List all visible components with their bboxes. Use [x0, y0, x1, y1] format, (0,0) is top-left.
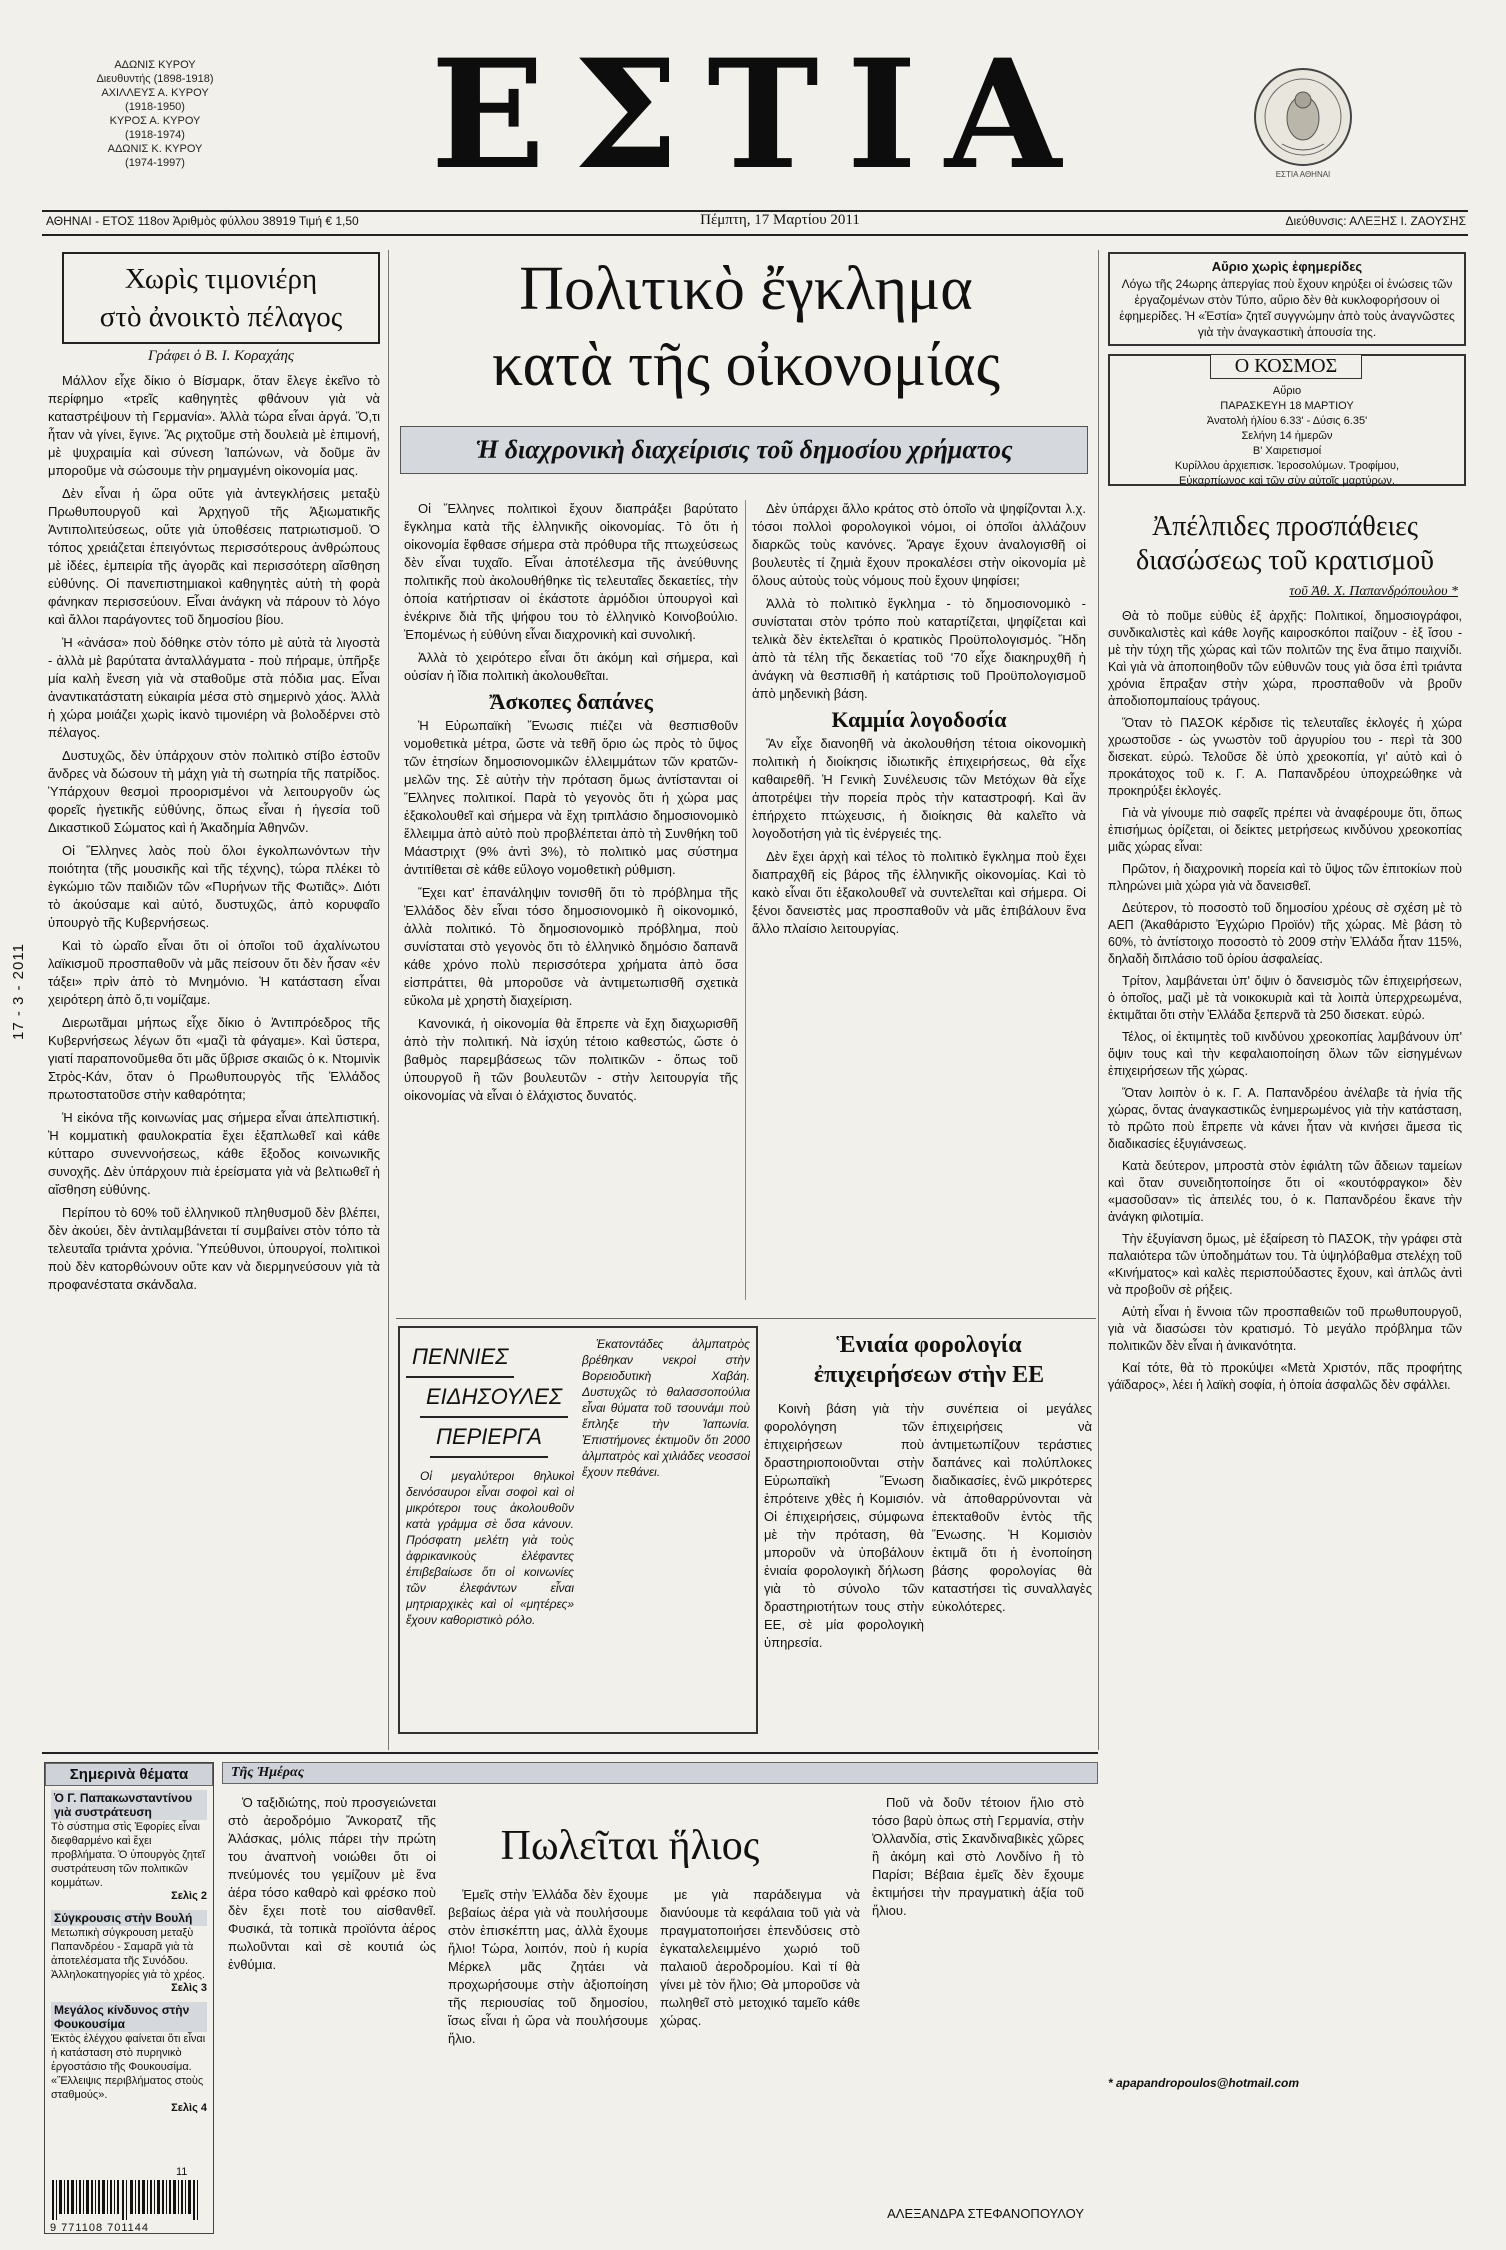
kosmos-line: Εὐκαρπίωνος καὶ τῶν σὺν αὐτοῖς μαρτύρων. [1179, 475, 1395, 487]
main-paragraph: Δὲν ὑπάρχει ἄλλο κράτος στὸ ὁποῖο νὰ ψηφίζονται λ.χ. τόσοι πολλοὶ φορολογικοὶ νόμοι, οἱ ὁποῖοι ἀλλάζουν διαρκῶς τοὺς κανόνες. Ἄραγε ἔχουν ἀναλογισθῆ οἱ βουλευτὲς τί ζημιὰ ἔχουν προκαλέσει στὴν οἰκονομία μὲ ὅλους αὐτοὺς τοὺς νόμους ποὺ ἔχουν ψηφίσει; [752, 501, 1086, 588]
main-subhead-logodosia: Καμμία λογοδοσία [831, 707, 1007, 732]
eu-tax-col1 [764, 1400, 924, 1730]
left-column-divider [388, 250, 389, 1750]
main-paragraph: Δὲν ἔχει ἀρχὴ καὶ τέλος τὸ πολιτικὸ ἔγκλημα ποὺ ἔχει διαπραχθῆ εἰς βάρος τῆς ἑλληνικῆς οἰκονομίας. Καὶ τὸ κακὸ εἶναι ὅτι ἐξακολουθεῖ νὰ συντελεῖται καὶ σήμερα. Οἱ ξένοι δανειστὲς μας προσπαθοῦν νὰ μᾶς ἐπιβάλουν ἕνα ἄλλο πλαίσιο λειτουργίας. [752, 849, 1086, 936]
main-article-col1 [404, 500, 738, 1320]
bottom-article-paragraph: Ὁ ταξιδιώτης, ποὺ προσγειώνεται στὸ ἀεροδρόμιο Ἄνκορατζ τῆς Ἀλάσκας, μόλις πάρει τὴν πρώτη του ἀναπνοὴ νοιώθει ὅτι οἱ πνεύμονές του γεμίζουν μὲ ἕνα ἀέρα τόσο καθαρὸ καὶ φρέσκο ποὺ δὲν ἔχει ποτὲ του αἰσθανθεῖ. Φυσικά, τὰ τοπικὰ προϊόντα ἀέρος πωλοῦνται καὶ σὲ κουτιά ὡς ἐνθύμια. [228, 1795, 436, 1972]
seal-caption: ΕΣΤΙΑ ΑΘΗΝΑΙ [1275, 170, 1331, 179]
barcode [50, 2180, 206, 2220]
main-paragraph: Ἡ Εὐρωπαϊκὴ Ἕνωσις πιέζει νὰ θεσπισθοῦν νομοθετικὰ μέτρα, ὥστε νὰ τεθῆ ὅριο ὡς πρὸς τὸ ὕψος τῶν ἐτησίων δημοσιονομικῶν ἐλλειμμάτων τῶν κρατῶν-μελῶν της. Σὲ αὐτὴν τὴν πρόταση ὅμως ἀντίστανται οἱ Ἕλληνες πολιτικοί. Παρὰ τὸ γεγονὸς ὅτι ἡ χώρα μας ἐξακολουθεῖ καὶ σήμερα νὰ ἔχη τριπλάσιο δημοσιονομικὸ ἔλλειμμα ἀπὸ αὐτὸ ποὺ προβλέπεται ἀπὸ τὴ Συνθήκη τοῦ Μάαστριχτ (9% ἀντὶ 3%), τὸ πολιτικὸ μας σύστημα ἀντιτίθεται σὲ κάθε εὔλογο νομοθετικὴ ρύθμιση. [404, 718, 738, 877]
right-article-paragraph: Κατὰ δεύτερον, μπροστὰ στὸν ἐφιάλτη τῶν ἄδειων ταμείων καὶ ὅταν συνειδητοποίησε ὅτι οἱ «κουτόφραγκοι» δὲν «μασοῦσαν» τὶς ἀπειλές του, ὁ κ. Παπανδρέου ἔκανε τὴν ἀνάγκη φιλοτιμία. [1108, 1159, 1462, 1224]
right-article-paragraph: Αὐτὴ εἶναι ἡ ἔννοια τῶν προσπαθειῶν τοῦ πρωθυπουργοῦ, γιὰ νὰ διασώσει τὸν κρατισμό. Τὸ μεγάλο πρόβλημα τῶν πολιτικῶν δὲν εἶναι ἡ ἀνικανότητα. [1108, 1305, 1462, 1353]
left-article-byline: Γράφει ὁ Β. Ι. Κοραχάης [148, 348, 294, 364]
kosmos-box [1108, 354, 1466, 486]
director: Διεύθυνσις: ΑΛΕΞΗΣ Ι. ΖΑΟΥΣΗΣ [1285, 214, 1466, 228]
right-article-paragraph: Δεύτερον, τὸ ποσοστὸ τοῦ δημοσίου χρέους σὲ σχέση μὲ τὸ ΑΕΠ (Ἀκαθάριστο Ἐγχώριο Προϊόν) τῆς χώρας. Μὲ βάση τὸ 60%, τὸ ἀντίστοιχο ποσοστὸ τὸ 2009 στὴν Ἑλλάδα ἦταν 115%, δηλαδὴ διπλάσιο τοῦ ὁρίου ἀσφαλείας. [1108, 901, 1462, 966]
eu-tax-title-1: Ἑνιαία φορολογία [836, 1332, 1022, 1358]
news-item: Ἑκατοντάδες ἀλμπατρὸς βρέθηκαν νεκροὶ στὴν Βορειοδυτικὴ Χαβάη. Δυστυχῶς τὸ θαλασσοπούλια εἶναι θύματα τοῦ τσουνάμι ποὺ ἔπληξε τὴν Ἰαπωνία. Ἐπιστήμονες ἐκτιμοῦν ὅτι 2000 ἀλμπατρὸς καὶ χιλιάδες νεοσσοὶ ἔχουν πεθάνει. [582, 1337, 750, 1479]
founder-4: ΑΔΩΝΙΣ Κ. ΚΥΡΟΥ (1974-1997) [107, 143, 203, 169]
right-article-paragraph: Ὅταν λοιπὸν ὁ κ. Γ. Α. Παπανδρέου ἀνέλαβε τὰ ἡνία τῆς χώρας, ὅντας ἀναγκαστικῶς ἐνημερωμένος γιὰ τὴν κατάσταση, τὸ πρῶτο ποὺ ἔπρεπε νὰ κάνει ἦταν νὰ κινήσει ἄμεσα τὶς διαδικασίες ἐξυγιάνσεως. [1108, 1086, 1462, 1151]
main-subheadline: Ἡ διαχρονικὴ διαχείρισις τοῦ δημοσίου χρήματος [475, 435, 1013, 464]
main-paragraph: Ἔχει κατ' ἐπανάληψιν τονισθῆ ὅτι τὸ πρόβλημα τῆς Ἑλλάδος δὲν εἶναι τόσο δημοσιονομικὸ ἢ οἰκονομικό, ἀλλὰ πολιτικό. Τὸ δημοσιονομικὸ πρόβλημα, ποὺ συνίσταται στὸ γεγονὸς ὅτι τὸ ἑλληνικὸ δημόσιο δαπανᾶ κάθε χρόνο πολὺ περισσότερα χρήματα ἀπὸ ὅσα εἰσπράττει, θὰ μποροῦσε νὰ ἀντιμετωπισθῆ σχετικὰ εὔκολα μὲ χρηστὴ διαχείριση. [404, 885, 738, 1008]
news-box-text-right [582, 1336, 750, 1724]
right-article-paragraph: Καί τότε, θὰ τὸ προκύψει «Μετὰ Χριστόν, πᾶς προφήτης γάϊδαρος», λέει ἡ λαϊκὴ σοφία, ἡ ὁποία ἀσφαλῶς δὲν σφάλλει. [1108, 1361, 1462, 1392]
main-paragraph: Ἀλλὰ τὸ πολιτικὸ ἔγκλημα - τὸ δημοσιονομικὸ - συνίσταται στὸν τρόπο ποὺ καταρτίζεται, ψηφίζεται καὶ τελικὰ δὲν ἐκτελεῖται ὁ κρατικὸς Προϋπολογισμός. Ἤδη ἀπὸ τὰ τέλη τῆς δεκαετίας τοῦ '70 εἶχε διακηρυχθῆ ἡ ἀνάγκη νὰ θεσπισθῆ ἡ κατάρτισις τοῦ Προϋπολογισμοῦ ἀπὸ μηδενικὴ βάση. [752, 596, 1086, 701]
bottom-article-title: Πωλεῖται ἥλιος [500, 1823, 760, 1869]
eu-tax-paragraph: συνέπεια οἱ μεγάλες ἐπιχειρήσεις νὰ ἀντιμετωπίζουν τεράστιες δαπάνες καὶ πολύπλοκες διαδικασίες, ἐνῶ μικρότερες νὰ ἀποθαρρύνονται νὰ ἐπεκταθοῦν ἐντὸς τῆς Ἕνωσης. Ἡ Κομισιὸν ἐκτιμᾶ ὅτι ἡ ἐνοποίηση βάσης φορολογίας θὰ καταστήσει τὶς συναλλαγὲς εὐκολότερες. [932, 1401, 1092, 1614]
news-box-titles [406, 1338, 563, 1458]
left-article-title-box [62, 252, 380, 344]
main-paragraph: Ἂν εἶχε διανοηθῆ νὰ ἀκολουθήση τέτοια οἰκονομικὴ πολιτικὴ ἡ διοίκησις ἰδιωτικῆς ἐπιχειρήσεως, θὰ εἶχε καθαιρεθῆ. Ἡ Γενικὴ Συνέλευσις τῶν Μετόχων θὰ εἶχε ἀποτρέψει τὴν πορεία πρὸς τὴν καταστροφή. Καὶ ἂν ἐπήρχετο πτώχευσις, ἡ διοίκησις θὰ καλεῖτο νὰ λογοδοτήση γιὰ τὶς ἐνέργειές της. [752, 736, 1086, 841]
kosmos-line: Αὔριο [1272, 385, 1302, 397]
topic-page: Σελὶς 3 [171, 1982, 207, 1994]
main-article-bottom-rule [396, 1318, 1096, 1319]
news-box-text-left [406, 1468, 574, 1724]
founders-list [80, 58, 230, 170]
main-paragraph: Κανονικά, ἡ οἰκονομία θὰ ἔπρεπε νὰ ἔχη διαχωρισθῆ ἀπὸ τὴν πολιτική. Νὰ ἰσχύη τέτοιο καθεστώς, ὥστε ὁ βαθμὸς παρεμβάσεως τῶν πολιτικῶν - ὅπως τοῦ ὑπουργοῦ ἢ τῶν βουλευτῶν - στὴν λειτουργία τῆς οἰκονομίας νὰ εἶναι ὁ ἐλάχιστος δυνατός. [404, 1016, 738, 1103]
news-title-periergа: ΠΕΡΙΕΡΓΑ [430, 1418, 548, 1458]
todays-topics-header: Σημερινὰ θέματα [45, 1763, 213, 1786]
kosmos-line: Σελήνη 14 ἡμερῶν [1241, 430, 1333, 442]
main-paragraph: Οἱ Ἕλληνες πολιτικοὶ ἔχουν διαπράξει βαρύτατο ἔγκλημα κατὰ τῆς ἑλληνικῆς οἰκονομίας. Τὸ ὅτι ἡ οἰκονομία ἔφθασε σήμερα στὰ πρόθυρα τῆς πτωχεύσεως δὲν εἶναι τυχαῖο. Εἶναι ἀποτέλεσμα τῆς ἀνεύθυνης πολιτικῆς ποὺ ἀκολουθήθηκε τὶς τελευταῖες δεκαετίες, τὴν ὁποία κατήρτισαν οἱ ἑκάστοτε ἁρμόδιοι ὑπουργοὶ καὶ ἐνέκρινε διὰ τῆς ψήφου του τὸ ἑλληνικὸ Κοινοβούλιο. Ἑπομένως ἡ εὐθύνη εἶναι διαχρονικὴ καὶ συνολική. [404, 501, 738, 642]
masthead-title: ΕΣΤΙΑ [430, 27, 1090, 203]
masthead-rule-bottom [42, 234, 1468, 236]
eu-tax-col2 [932, 1400, 1092, 1730]
bottom-article-paragraph: Ποῦ νὰ δοῦν τέτοιον ἥλιο στὸ τόσο βαρὺ ὁπως στὴ Γερμανία, στὴν Ὀλλανδία, στὶς Σκανδιναβικὲς χῶρες ἢ ἀκόμη καὶ στὸ Λονδίνο ἢ τὸ Παρίσι; Βέβαια ἐμεῖς δὲν ἔχουμε ἐκτιμήσει τὴν πραγματικὴ ἀξία τοῦ ἥλιου. [872, 1795, 1084, 1918]
main-headline-2: κατὰ τῆς οἰκονομίας [491, 331, 1001, 399]
barcode-top-number: 11 [176, 2166, 188, 2178]
right-article-paragraph: Τὴν ἐξυγίανση ὅμως, μὲ ἐξαίρεση τὸ ΠΑΣΟΚ, τὴν γράφει στὰ παλαιότερα τῶν ὑποδημάτων του. Τὰ ὑψηλόβαθμα στελέχη τοῦ «Κινήματος» καὶ καλὲς περισπούδαστες ἔχουν, καὶ ἀπλῶς ἀντὶ νὰ προβοῦν σὲ ρήξεις. [1108, 1232, 1462, 1297]
right-article-paragraph: Τρίτον, λαμβάνεται ὑπ' ὄψιν ὁ δανεισμὸς τῶν ἐπιχειρήσεων, ὁ ὁποῖος, μαζὶ μὲ τὰ νοικοκυριὰ καὶ τὰ λοιπὰ ὑπερχρεωμένα, ἐκτιμᾶται ὅτι στὴν Ἑλλάδα ξεπερνᾶ τὰ 250 δισεκατ. εὐρώ. [1108, 974, 1462, 1022]
issue-info: ΑΘΗΝΑΙ - ΕΤΟΣ 118ον Ἀριθμὸς φύλλου 38919 Τιμή € 1,50 [46, 214, 359, 228]
right-article-body [1108, 608, 1462, 2064]
kosmos-line: Ἀνατολὴ ἡλίου 6.33' - Δύσις 6.35' [1206, 415, 1368, 427]
left-article-paragraph: Οἱ Ἕλληνες λαὸς ποὺ ὅλοι ἐγκολπωνόντων τὴν ποιότητα (τῆς μουσικῆς καὶ τῆς τέχνης), τώρα πλέκει τὸ ἐγκώμιο τῶν παιδιῶν τῶν «Πυρήνων τῆς Φωτιᾶς». Διότι τὸ ἀκούσαμε καὶ αὐτό, δυστυχῶς, ἀπὸ κορυφαῖο ὑπουργὸ τῆς Κυβερνήσεως. [48, 843, 380, 930]
bottom-article-paragraph: Ἐμεῖς στὴν Ἑλλάδα δὲν ἔχουμε βεβαίως ἀέρα γιὰ νὰ πουλήσουμε στὸν ἐπισκέπτη μας, ἀλλὰ ἔχουμε ἥλιο! Τώρα, λοιπόν, ποὺ ἡ κυρία Μέρκελ μᾶς ζητάει νὰ προχωρήσουμε στὴν ἀξιοποίηση τῆς περιουσίας τοῦ δημοσίου, ἴσως εἶναι ἡ ὥρα νὰ πουλήσουμε ἥλιο. [448, 1887, 648, 2046]
notice-box [1108, 252, 1466, 346]
todays-topics-box [44, 1762, 214, 2234]
bottom-article-paragraph: με γιὰ παράδειγμα νὰ διανύουμε τὰ κεφάλαια τοῦ γιὰ νὰ πραγματοποιήσει ἐπενδύσεις στὸ ἐγκαταλελειμμένο χωριό τοῦ παλαιοῦ ἀεροδρομίου. Καὶ τί θὰ γίνει μὲ τὸν ἥλιο; Θὰ μποροῦσε νὰ πωληθεῖ στὸ μετοχικό ταμεῖο κάθε χώρας. [660, 1887, 860, 2028]
topic-title: Μεγάλος κίνδυνος στὴν Φουκουσίμα [51, 2002, 207, 2032]
left-article-paragraph: Ἡ εἰκόνα τῆς κοινωνίας μας σήμερα εἶναι ἀπελπιστική. Ἡ κομματικὴ φαυλοκρατία ἔχει ἐξαπλωθεῖ καὶ κάθε κύτταρο συνεννοήσεως, κάθε ἔξοδος κοινωνικῆς συνοχῆς. Δὲν ὑπάρχουν πιὰ ἐρείσματα γιὰ νὰ βελτιωθεῖ ἡ αἴσθηση εὐθύνης. [48, 1110, 380, 1197]
right-article-email: * apapandropoulos@hotmail.com [1108, 2076, 1300, 2090]
main-subhead-askopes: Ἄσκοπες δαπάνες [489, 689, 653, 714]
main-headline-1: Πολιτικὸ ἔγκλημα [519, 255, 973, 323]
bottom-article-col1 [228, 1794, 436, 2234]
topic-page: Σελὶς 4 [171, 2102, 207, 2114]
topic-text: Ἐκτὸς ἐλέγχου φαίνεται ὅτι εἶναι ἡ κατάσταση στὸ πυρηνικὸ ἐργοστάσιο τῆς Φουκουσίμα. «Ἔλλειψις περιβλήματος στοὺς σταθμούς». [51, 2033, 206, 2101]
left-article-paragraph: Διερωτᾶμαι μήπως εἶχε δίκιο ὁ Ἀντιπρόεδρος τῆς Κυβερνήσεως λέγων ὅτι «μαζὶ τὰ φάγαμε». Καὶ ὕστερα, γιατί παραπονοῦμεθα ὅτι μᾶς ὕβρισε σκαιῶς ὁ κ. Ντομινὶκ Στρὸς-Κάν, ὅταν ὁ Πρωθυπουργὸς τῆς Ἑλλάδος πρωτοστατοῦσε στὴν καθαρότητα; [48, 1015, 380, 1102]
issue-date: Πέμπτη, 17 Μαρτίου 2011 [700, 212, 860, 228]
main-column-divider [745, 500, 746, 1300]
bottom-article-author: ΑΛΕΞΑΝΔΡΑ ΣΤΕΦΑΝΟΠΟΥΛΟΥ [887, 2206, 1084, 2221]
bottom-section-rule [42, 1752, 1098, 1754]
bottom-article-col4 [872, 1794, 1084, 2194]
left-article-title-2: στὸ ἀνοικτὸ πέλαγος [99, 301, 343, 333]
topic-item[interactable] [45, 1906, 213, 1998]
kosmos-line: Β' Χαιρετισμοί [1252, 445, 1322, 457]
kosmos-line: ΠΑΡΑΣΚΕΥΗ 18 ΜΑΡΤΙΟΥ [1220, 400, 1354, 412]
bottom-article-col2 [448, 1886, 648, 2234]
topic-title: Ὁ Γ. Παπακωνσταντίνου γιὰ συστράτευση [51, 1790, 207, 1820]
left-article-paragraph: Ἡ «ἀνάσα» ποὺ δόθηκε στὸν τόπο μὲ αὐτὰ τὰ λιγοστὰ - ἀλλὰ μὲ βαρύτατα ἀνταλλάγματα - ποὺ πήραμε, ὑπῆρξε μία καλὴ ἔνεση γιὰ νὰ σταθοῦμε στὰ πόδια μας. Εἶναι ἀναντικατάστατη εὐκαιρία μέσα στὸ σημερινὸ χάος. Ἀλλὰ ἡ χώρα μοιάζει χωρὶς ἱκανὸ τιμονιέρη νὰ βολοδέρνει στὸ πέλαγος. [48, 635, 380, 740]
founder-1: ΑΔΩΝΙΣ ΚΥΡΟΥ Διευθυντής (1898-1918) [96, 59, 214, 85]
topic-page: Σελὶς 2 [171, 1890, 207, 1902]
right-article-paragraph: Θὰ τὸ ποῦμε εὐθὺς ἐξ ἀρχῆς: Πολιτικοί, δημοσιογράφοι, συνδικαλιστὲς καὶ κάθε λογῆς καιροσκόποι παίζουν - ἐξ ἴσου - μὲ τὴν τύχη τῆς χώρας καὶ τῶν πολιτῶν της ἕνα ἄτιμο παιχνίδι. Καὶ γιὰ νὰ ἀποποιηθοῦν τῶν εὐθυνῶν τους γιὰ ὅσα ἐπὶ τριάντα χρόνια ἔπραξαν στὴν χώρα, προσπαθοῦν νὰ βροῦν ἀποδιοπομπαίους τράγους. [1108, 609, 1462, 708]
right-column-divider [1098, 250, 1099, 1750]
founder-2: ΑΧΙΛΛΕΥΣ Α. ΚΥΡΟΥ (1918-1950) [101, 87, 209, 113]
kosmos-line: Κυρίλλου ἀρχιεπισκ. Ἱεροσολύμων. Τροφίμου, [1174, 460, 1400, 472]
news-box [398, 1326, 758, 1734]
kosmos-title: Ο ΚΟΣΜΟΣ [1210, 354, 1362, 379]
notice-text: Λόγω τῆς 24ωρης ἀπεργίας ποὺ ἔχουν κηρύξει οἱ ἑνώσεις τῶν ἐργαζομένων στὸν Τύπο, αὔριο δὲν θὰ κυκλοφορήσουν οἱ ἐφημερίδες. Ἡ «Ἑστία» ζητεῖ συγγνώμην ἀπὸ τοὺς ἀναγνῶστες γιὰ τὴν ἀναγκαστικὴ ἀπουσία της. [1119, 277, 1455, 339]
main-article-col2 [752, 500, 1086, 1310]
right-article-byline: τοῦ Ἀθ. Χ. Παπανδρόπουλου * [1289, 584, 1458, 599]
right-article-title-1: Ἀπέλπιδες προσπάθειες [1152, 511, 1418, 542]
left-article-body [48, 372, 380, 1748]
news-title-pennies: ΠΕΝΝΙΕΣ [406, 1338, 514, 1378]
right-article-paragraph: Ὅταν τὸ ΠΑΣΟΚ κέρδισε τὶς τελευταῖες ἐκλογές ἡ χώρα χρωστοῦσε - ὡς γνωστὸν τοῦ ἀργυρίου του - περὶ τὰ 300 δισεκατ. εὐρώ. Τελοῦσε δὲ ὑπὸ χρεοκοπία, γι' αὐτὸ καὶ ὁ προκάτοχος τοῦ κ. Γ. Α. Παπανδρέου ὑποχρεώθηκε νὰ προκηρύξει ἐκλογές. [1108, 716, 1462, 798]
left-article-paragraph: Περίπου τὸ 60% τοῦ ἐλληνικοῦ πληθυσμοῦ δὲν βλέπει, δὲν ἀκούει, δὲν ἀντιλαμβάνεται τί συμβαίνει στὸν τόπο τὰ τελευταῖα τριάντα χρόνια. Ὑπεύθυνοι, ὑπουργοί, πολιτικοὶ ποὺ δὲν κατορθώνουν οὔτε καν νὰ διερμηνεύσουν γιὰ τὰ προφανέστατα σκάνδαλα. [48, 1205, 380, 1292]
main-paragraph: Ἀλλὰ τὸ χειρότερο εἶναι ὅτι ἀκόμη καὶ σήμερα, καὶ οὐσίαν ἡ ἴδια πολιτικὴ ἀκολουθεῖται. [404, 650, 738, 683]
notice-title: Αὔριο χωρὶς ἐφημερίδες [1211, 259, 1363, 274]
topic-text: Τὸ σύστημα στὶς Ἐφορίες εἶναι διεφθαρμένο καὶ ἔχει προβλήματα. Ὁ ὑπουργὸς ζητεῖ συστράτευση τῶν πολιτικῶν κομμάτων. [51, 1821, 205, 1889]
left-article-paragraph: Δὲν εἶναι ἡ ὥρα οὔτε γιὰ ἀντεγκλήσεις μεταξὺ Πρωθυπουργοῦ καὶ Ἀρχηγοῦ τῆς Ἀξιωματικῆς Ἀντιπολιτεύσεως, οὔτε γιὰ ὑποθέσεις πατριωτισμοῦ. Ὁ τόπος χρειάζεται ἐπειγόντως περισσότερους ἀνθρώπους μὲ ἰδέες, ἐμπειρία τῆς ἀγορᾶς καὶ περισσότερη αἴσθηση εὐθύνης. Οἱ πανεπιστημιακοὶ καθηγητὲς αὐτὴ τὴ φορὰ φάνηκαν περισσεύουν. Εἶναι ἀνάγκη νὰ πάρουν τὸ λόγο καὶ ἄλλοι παράγοντες τοῦ δημοσίου βίου. [48, 486, 380, 627]
left-article-paragraph: Καὶ τὸ ὡραῖο εἶναι ὅτι οἱ ὁποῖοι τοῦ ἀχαλίνωτου λαϊκισμοῦ προσπαθοῦν νὰ μᾶς πείσουν ὅτι δὲν ἦσαν «ἐν τάξει» πρὶν ἀπὸ τὸ Μνημόνιο. Ἡ κατάσταση εἶναι χειρότερη ἀπὸ ὅ,τι νομίζαμε. [48, 938, 380, 1007]
side-date: 17 - 3 - 2011 [10, 943, 27, 1040]
main-subheadline-box [400, 426, 1088, 474]
eu-tax-paragraph: Κοινὴ βάση γιὰ τὴν φορολόγηση τῶν ἐπιχειρήσεων ποὺ δραστηριοποιοῦνται στὴν Εὐρωπαϊκὴ Ἕνωση ἐπρότεινε χθὲς ἡ Κομισιόν. Οἱ ἐπιχειρήσεις, σύμφωνα μὲ τὴν πρόταση, θὰ μποροῦν νὰ ὑποβάλουν ἐνιαία φορολογικὴ δήλωση γιὰ τὸ σύνολο τῶν δραστηριοτήτων τους στὴν ΕΕ, σὲ μία φορολογικὴ ὑπηρεσία. [764, 1401, 924, 1650]
topic-item[interactable] [45, 1786, 213, 1906]
right-article-title-2: διασώσεως τοῦ κρατισμοῦ [1136, 545, 1434, 576]
right-article-paragraph: Γιὰ νὰ γίνουμε πιὸ σαφεῖς πρέπει νὰ ἀναφέρουμε ὅτι, ὅπως ἐπισήμως ὁρίζεται, οἱ δείκτες μετρήσεως κινδύνου χρεοκοπίας μιᾶς χώρας εἶναι: [1108, 806, 1462, 854]
topic-title: Σύγκρουσις στὴν Βουλή [51, 1910, 207, 1926]
barcode-number: 9 771108 701144 [50, 2222, 150, 2234]
bottom-article-col3 [660, 1886, 860, 2234]
section-tis-imeras: Τῆς Ἡμέρας [222, 1762, 1098, 1784]
right-article-paragraph: Τέλος, οἱ ἐκτιμητὲς τοῦ κινδύνου χρεοκοπίας λαμβάνουν ὑπ' ὄψιν τους καὶ τὴν κεφαλαιοποίηση ὅλων τῶν εἰσηγμένων ἐπιχειρήσεων τῆς χώρας. [1108, 1030, 1462, 1078]
left-article-title-1: Χωρὶς τιμονιέρη [124, 263, 318, 295]
eu-tax-title-2: ἐπιχειρήσεων στὴν ΕΕ [813, 1362, 1045, 1388]
left-article-paragraph: Δυστυχῶς, δὲν ὑπάρχουν στὸν πολιτικὸ στίβο ἐστοῦν ἄνδρες νὰ δώσουν τὴ μάχη γιὰ τὴ σωτηρία τῆς πατρίδος. Ὑπάρχουν θεσμοὶ προορισμένοι νὰ λειτουργοῦν ὡς φορεῖς ἠγετικῆς εὐθύνης, ὅπως εἶναι ἡ ἡγεσία τοῦ Δικαστικοῦ Σώματος καὶ ἡ Ἀκαδημία Ἀθηνῶν. [48, 748, 380, 835]
news-item: Οἱ μεγαλύτεροι θηλυκοὶ δεινόσαυροι εἶναι σοφοὶ καὶ οἱ μικρότεροι τους ἀκολουθοῦν κατὰ γράμμα σὲ ὅσα κάνουν. Πρόσφατη μελέτη γιὰ τοὺς ἀφρικανικοὺς ἐλέφαντες ἐπιβεβαίωσε ὅτι οἱ κοινωνίες τῶν ἐλεφάντων εἶναι μητριαρχικὲς καὶ οἱ «μητέρες» ἔχουν καθοριστικὸ ρόλο. [406, 1469, 574, 1627]
topic-item[interactable] [45, 1998, 213, 2118]
topic-text: Μετωπικὴ σύγκρουση μεταξὺ Παπανδρέου - Σαμαρᾶ γιὰ τὰ ἀποτελέσματα τῆς Συνόδου. Ἀλληλοκατηγορίες γιὰ τὸ χρέος. [51, 1927, 205, 1981]
right-article-paragraph: Πρῶτον, ἡ διαχρονικὴ πορεία καὶ τὸ ὕψος τῶν ἐπιτοκίων ποὺ πληρώνει μιὰ χώρα γιὰ νὰ δανεισθεῖ. [1108, 862, 1462, 893]
news-title-eidisoules: ΕΙΔΗΣΟΥΛΕΣ [420, 1378, 568, 1418]
kosmos-lines [1110, 384, 1464, 489]
seal-logo [1252, 66, 1354, 168]
founder-3: ΚΥΡΟΣ Α. ΚΥΡΟΥ (1918-1974) [109, 115, 201, 141]
left-article-paragraph: Μάλλον εἶχε δίκιο ὁ Βίσμαρκ, ὅταν ἔλεγε ἐκεῖνο τὸ περίφημο «τρεῖς καθηγητὲς φθάνουν γιὰ νὰ καταστρέψουν τὴ Γερμανία». Ἀλλὰ τώρα εἶναι ἀργά. Ὅ,τι ἦταν νὰ γίνει, ἔγινε. Ἂς ριχτοῦμε στὴ δουλειὰ μὲ ἐπιμονή, μὲ ψυχραιμία καὶ σύνεση Ἰαπώνων, νὰ δοῦμε ἂν μποροῦμε νὰ σώσουμε τὴν ρημαγμένη οἰκονομία μας. [48, 373, 380, 478]
